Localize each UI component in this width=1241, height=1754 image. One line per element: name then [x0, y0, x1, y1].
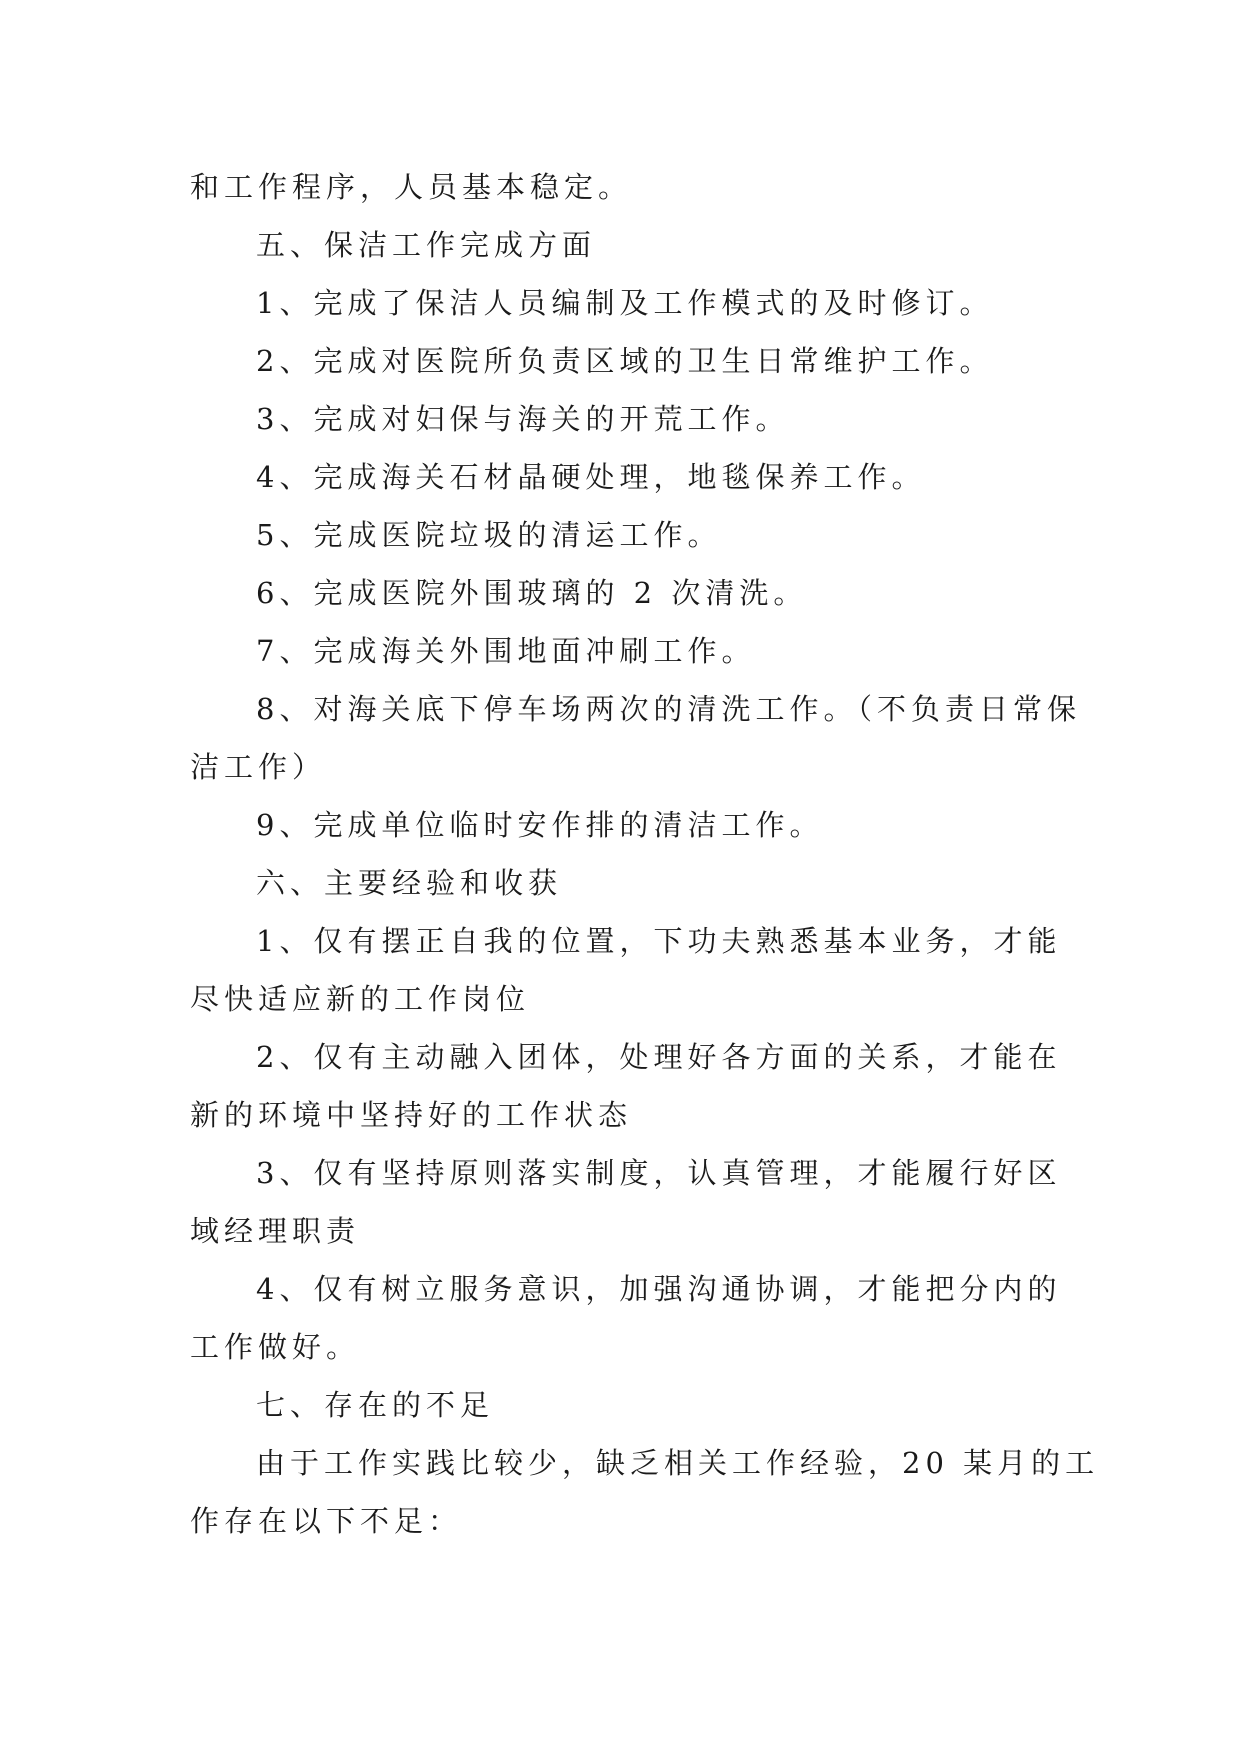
- text-line: 新的环境中坚持好的工作状态: [190, 1098, 633, 1132]
- text-line: 6、完成医院外围玻璃的 2 次清洗。: [256, 576, 808, 610]
- text-line: 7、完成海关外围地面冲刷工作。: [256, 634, 756, 668]
- text-line: 3、仅有坚持原则落实制度，认真管理，才能履行好区: [256, 1156, 1062, 1190]
- text-line: 5、完成医院垃圾的清运工作。: [256, 518, 722, 552]
- text-line: 六、主要经验和收获: [256, 866, 563, 900]
- text-line: 由于工作实践比较少，缺乏相关工作经验，20 某月的工: [256, 1446, 1100, 1480]
- text-line: 尽快适应新的工作岗位: [190, 982, 531, 1016]
- text-line: 4、仅有树立服务意识，加强沟通协调，才能把分内的: [256, 1272, 1062, 1306]
- text-line: 七、存在的不足: [256, 1388, 495, 1422]
- text-line: 域经理职责: [190, 1214, 361, 1248]
- text-line: 1、仅有摆正自我的位置，下功夫熟悉基本业务，才能: [256, 924, 1062, 958]
- text-line: 1、完成了保洁人员编制及工作模式的及时修订。: [256, 286, 994, 320]
- text-line: 8、对海关底下停车场两次的清洗工作。（不负责日常保: [256, 692, 1081, 726]
- text-line: 洁工作）: [190, 750, 327, 784]
- text-line: 作存在以下不足：: [190, 1504, 463, 1538]
- text-line: 和工作程序，人员基本稳定。: [190, 170, 633, 204]
- text-line: 3、完成对妇保与海关的开荒工作。: [256, 402, 790, 436]
- document-body: [190, 158, 1100, 1550]
- text-line: 五、保洁工作完成方面: [256, 228, 597, 262]
- text-line: 工作做好。: [190, 1330, 361, 1364]
- text-line: 9、完成单位临时安作排的清洁工作。: [256, 808, 824, 842]
- text-line: 4、完成海关石材晶硬处理，地毯保养工作。: [256, 460, 926, 494]
- text-line: 2、仅有主动融入团体，处理好各方面的关系，才能在: [256, 1040, 1062, 1074]
- text-line: 2、完成对医院所负责区域的卫生日常维护工作。: [256, 344, 994, 378]
